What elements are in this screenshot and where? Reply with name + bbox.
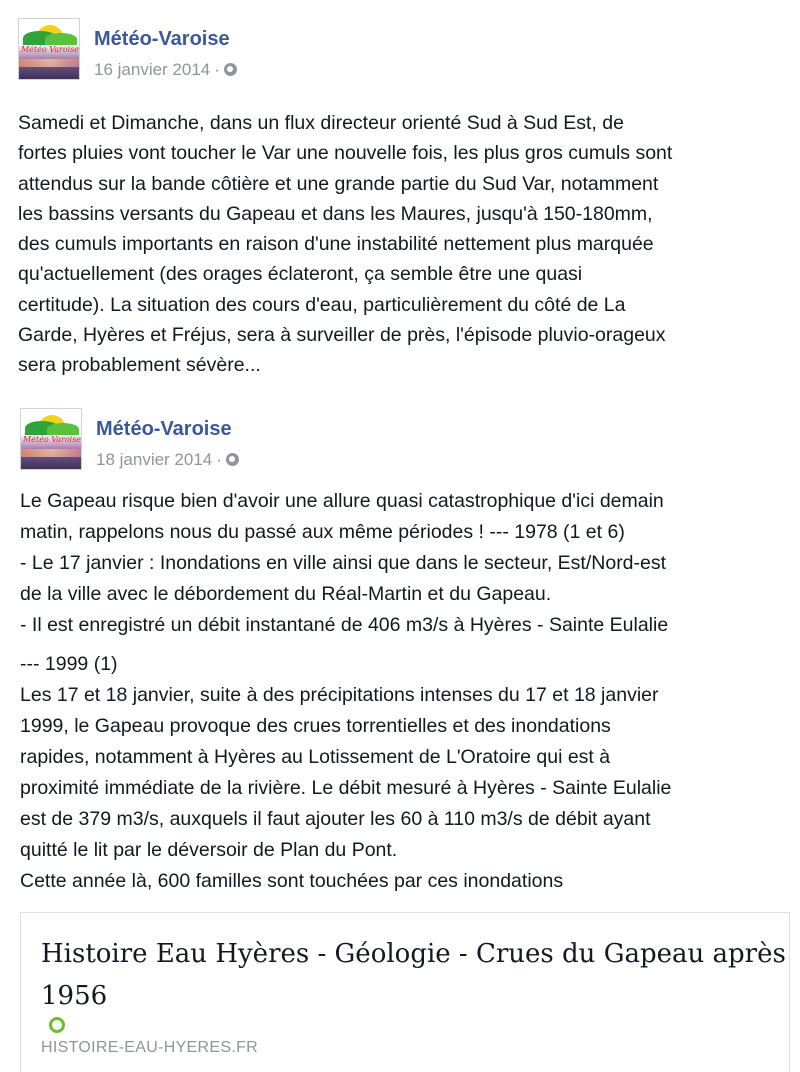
post-text-line: est de 379 m3/s, auxquels il faut ajouter les 60 à 110 m3/s de débit ayant [20,808,651,830]
avatar[interactable] [20,408,82,470]
post-text-line: Cette année là, 600 familles sont touchées par ces inondations [20,870,564,892]
meta-separator: · [214,60,220,79]
post-1 [0,0,800,392]
link-domain: HISTOIRE-EAU-HYERES.FR [41,1039,258,1056]
globe-icon[interactable] [226,453,239,466]
post-text [20,486,790,897]
post-text-line: sera probablement sévère... [18,354,261,377]
post-text-line: Le Gapeau risque bien d'avoir une allure quasi catastrophique d'ici demain [20,490,664,512]
green-ring-icon [49,1017,65,1033]
post-text-line: Garde, Hyères et Fréjus, sera à surveiller de près, l'épisode pluvio-orageux [18,324,666,347]
post-2 [0,392,800,1064]
post-text-line: les bassins versants du Gapeau et dans les Maures, jusqu'à 150-180mm, [18,202,653,225]
avatar-brand-text: Météo Varoise [20,45,80,54]
post-text-line: proximité immédiate de la rivière. Le débit mesuré à Hyères - Sainte Eulalie [20,777,672,799]
post-text-line: Les 17 et 18 janvier, suite à des précipitations intenses du 17 et 18 janvier [20,684,659,706]
link-title-line: Histoire Eau Hyères - Géologie - Crues du Gapeau après [41,939,786,969]
post-text-line: matin, rappelons nous du passé aux même périodes ! --- 1978 (1 et 6) [20,521,625,543]
avatar[interactable] [18,18,80,80]
post-text-line: 1999, le Gapeau provoque des crues torrentielles et des inondations [20,715,611,737]
hill-logo-shape [47,423,79,435]
link-preview-card[interactable] [20,912,790,1072]
post-text-line: qu'actuellement (des orages éclateront, ça semble être une quasi [18,263,583,286]
post-text-line: --- 1999 (1) [20,653,118,675]
globe-icon[interactable] [224,63,237,76]
post-text [18,108,788,381]
link-title-line: 1956 [41,975,771,1033]
post-text-line: attendus sur la bande côtière et une grande partie du Sud Var, notamment [18,172,659,195]
post-date-link[interactable]: 16 janvier 2014 [94,60,211,79]
sunset-shape [21,449,82,457]
link-title[interactable] [41,933,786,1033]
post-text-line: fortes pluies vont toucher le Var une nouvelle fois, les plus gros cumuls sont [18,142,673,165]
post-text-line: certitude). La situation des cours d'eau, particulièrement du côté de La [18,293,626,316]
post-text-line: quitté le lit par le déversoir de Plan du Pont. [20,839,398,861]
post-text-line: - Il est enregistré un débit instantané de 406 m3/s à Hyères - Sainte Eulalie [20,614,669,636]
post-meta [96,450,239,470]
post-date-link[interactable]: 18 janvier 2014 [96,450,213,469]
post-text-line: Samedi et Dimanche, dans un flux directeur orienté Sud à Sud Est, de [18,112,624,134]
hill-logo-shape [45,33,77,45]
avatar-brand-text: Météo Varoise [22,435,82,444]
post-header [18,18,778,82]
page-name-link[interactable]: Météo-Varoise [94,28,230,50]
post-text-line: - Le 17 janvier : Inondations en ville ainsi que dans le secteur, Est/Nord-est [20,552,667,574]
sunset-shape [19,59,80,67]
post-text-line: de la ville avec le débordement du Réal-Martin et du Gapeau. [20,583,552,605]
post-header [20,408,780,472]
post-text-line: rapides, notamment à Hyères au Lotissement de L'Oratoire qui est à [20,746,611,768]
page-name-link[interactable]: Météo-Varoise [96,418,232,440]
post-text-line: des cumuls importants en raison d'une instabilité nettement plus marquée [18,233,654,256]
post-meta [94,60,237,80]
meta-separator: · [216,450,222,469]
